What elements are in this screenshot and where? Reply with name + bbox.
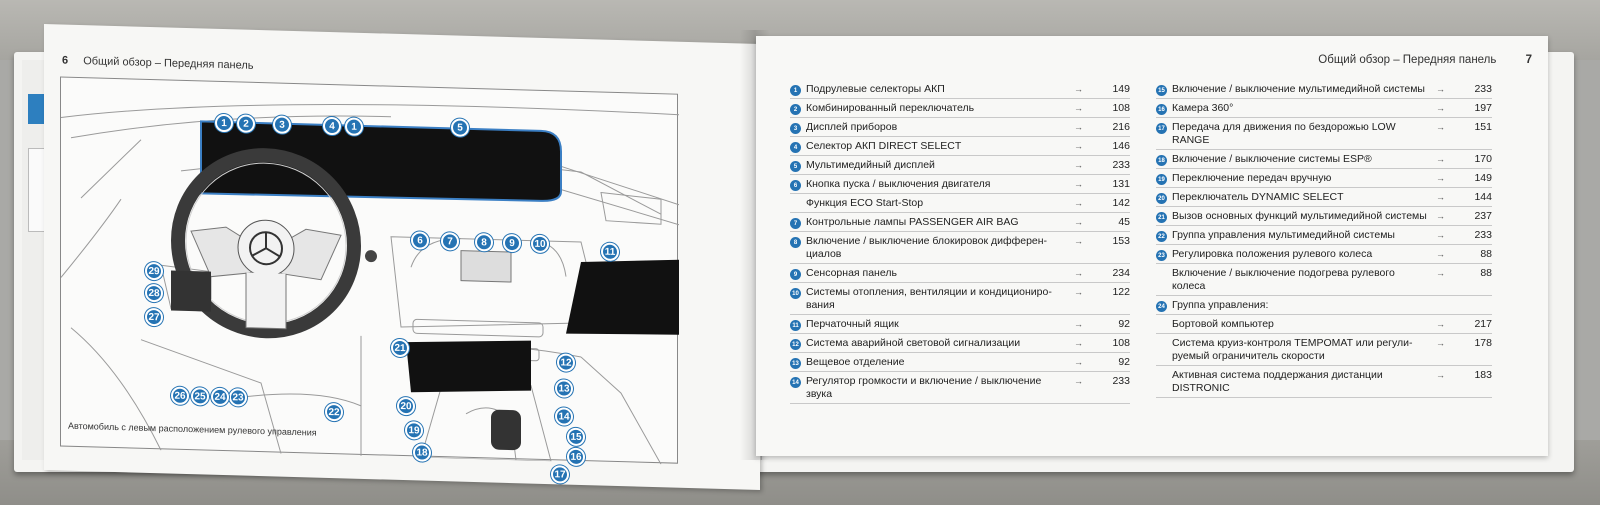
item-label: Селектор АКП DIRECT SELECT: [806, 140, 962, 152]
index-row: [1156, 188, 1492, 207]
index-row: [1156, 226, 1492, 245]
page-ref: 92: [1118, 356, 1130, 368]
item-number-badge: 12: [790, 339, 801, 350]
item-number-badge: [1156, 371, 1167, 382]
item-label: Система аварийной световой сигнализации: [806, 337, 1021, 349]
arrow-icon: →: [1074, 141, 1083, 151]
item-label: Комбинированный переключатель: [806, 102, 975, 114]
arrow-icon: →: [1074, 103, 1083, 113]
item-label: Включение / выключение системы ESP®: [1172, 153, 1372, 165]
page-ref: 233: [1112, 375, 1130, 387]
callout-badge: 1: [345, 117, 363, 136]
callout-badge: 29: [145, 262, 163, 281]
item-label: Вызов основных функций мультимедийной системы: [1172, 210, 1427, 222]
page-ref: 151: [1474, 121, 1492, 133]
item-label: Переключение передач вручную: [1172, 172, 1332, 184]
item-label: Регулировка положения рулевого колеса: [1172, 248, 1373, 260]
index-row: [790, 353, 1130, 372]
item-number-badge: 22: [1156, 231, 1167, 242]
page-ref: 88: [1480, 248, 1492, 260]
arrow-icon: →: [1074, 84, 1083, 94]
page-ref: 217: [1474, 318, 1492, 330]
item-label: Вещевое отделение: [806, 356, 905, 368]
arrow-icon: →: [1436, 192, 1445, 202]
arrow-icon: →: [1074, 198, 1083, 208]
item-label: Камера 360°: [1172, 102, 1234, 114]
index-row: [790, 175, 1130, 194]
arrow-icon: →: [1074, 122, 1083, 132]
arrow-icon: →: [1074, 319, 1083, 329]
index-row: [1156, 150, 1492, 169]
item-number-badge: 9: [790, 269, 801, 280]
arrow-icon: →: [1436, 268, 1445, 278]
item-number-badge: 8: [790, 237, 801, 248]
item-label: Подрулевые селекторы АКП: [806, 83, 945, 95]
arrow-icon: →: [1436, 103, 1445, 113]
callout-badge: 11: [601, 243, 619, 262]
callout-badge: 16: [567, 448, 585, 467]
arrow-icon: →: [1436, 338, 1445, 348]
index-row: [790, 137, 1130, 156]
page-ref: 92: [1118, 318, 1130, 330]
item-label: Активная система поддержания дистанции DISTRONIC: [1172, 369, 1383, 394]
index-row: [790, 232, 1130, 264]
page-ref: 146: [1112, 140, 1130, 152]
item-label: Перчаточный ящик: [806, 318, 899, 330]
index-row: [790, 80, 1130, 99]
page-ref: 108: [1112, 337, 1130, 349]
callout-badge: 2: [237, 114, 255, 133]
page-ref: 233: [1112, 159, 1130, 171]
callout-badge: 4: [323, 117, 341, 136]
item-number-badge: 17: [1156, 123, 1167, 134]
item-label: Системы отопления, вентиляции и кондициониро- вания: [806, 286, 1052, 311]
arrow-icon: →: [1074, 338, 1083, 348]
callout-badge: 24: [211, 388, 229, 407]
callout-badge: 23: [229, 388, 247, 407]
item-label: Функция ECO Start-Stop: [806, 197, 924, 209]
index-row: [790, 315, 1130, 334]
index-row: [1156, 334, 1492, 366]
page-ref: 153: [1112, 235, 1130, 247]
right-page-number: 7: [1525, 54, 1532, 66]
item-label: Система круиз-контроля TEMPOMAT или регули- руемый ограничитель скорости: [1172, 337, 1413, 362]
index-row: [1156, 296, 1492, 315]
callout-badge: 12: [557, 353, 575, 372]
arrow-icon: →: [1436, 370, 1445, 380]
index-column-right: [1156, 80, 1492, 398]
left-page-title: Общий обзор – Передняя панель: [83, 55, 254, 72]
callout-badge: 1: [215, 114, 233, 133]
callout-badge: 9: [503, 234, 521, 253]
arrow-icon: →: [1074, 357, 1083, 367]
item-number-badge: 7: [790, 218, 801, 229]
item-number-badge: 3: [790, 123, 801, 134]
item-number-badge: 21: [1156, 212, 1167, 223]
page-ref: 197: [1474, 102, 1492, 114]
left-page-header: [62, 55, 254, 72]
page-ref: 149: [1112, 83, 1130, 95]
index-row: [790, 118, 1130, 137]
callout-badge: 26: [171, 387, 189, 406]
page-ref: 183: [1474, 369, 1492, 381]
callout-badge: 25: [191, 387, 209, 406]
callout-badge: 20: [397, 397, 415, 416]
item-number-badge: 1: [790, 85, 801, 96]
arrow-icon: →: [1436, 173, 1445, 183]
callout-badge: 22: [325, 403, 343, 422]
page-ref: 170: [1474, 153, 1492, 165]
item-number-badge: [790, 199, 801, 210]
index-row: [1156, 315, 1492, 334]
item-number-badge: 15: [1156, 85, 1167, 96]
callout-badge: 7: [441, 232, 459, 251]
item-label: Бортовой компьютер: [1172, 318, 1274, 330]
page-ref: 178: [1474, 337, 1492, 349]
item-number-badge: 14: [790, 377, 801, 388]
callout-badge: 15: [567, 428, 585, 447]
arrow-icon: →: [1074, 217, 1083, 227]
callout-badge: 14: [555, 407, 573, 426]
item-number-badge: 18: [1156, 155, 1167, 166]
arrow-icon: →: [1436, 84, 1445, 94]
index-row: [1156, 80, 1492, 99]
page-ref: 122: [1112, 286, 1130, 298]
item-label: Мультимедийный дисплей: [806, 159, 935, 171]
index-row: [1156, 366, 1492, 398]
item-label: Группа управления:: [1172, 299, 1269, 311]
item-number-badge: 11: [790, 320, 801, 331]
arrow-icon: →: [1074, 179, 1083, 189]
index-row: [790, 334, 1130, 353]
callout-badge: 8: [475, 233, 493, 252]
item-label: Группа управления мультимедийной системы: [1172, 229, 1395, 241]
callout-badge: 17: [551, 465, 569, 484]
page-ref: 144: [1474, 191, 1492, 203]
arrow-icon: →: [1074, 287, 1083, 297]
index-column-left: [790, 80, 1130, 404]
item-number-badge: 13: [790, 358, 801, 369]
callout-badge: 5: [451, 118, 469, 137]
index-row: [1156, 99, 1492, 118]
page-ref: 131: [1112, 178, 1130, 190]
item-number-badge: 16: [1156, 104, 1167, 115]
index-row: [790, 264, 1130, 283]
index-row: [790, 99, 1130, 118]
callout-badge: 27: [145, 308, 163, 327]
item-number-badge: 6: [790, 180, 801, 191]
right-page-header: [1318, 54, 1532, 66]
item-label: Дисплей приборов: [806, 121, 898, 133]
page-ref: 142: [1112, 197, 1130, 209]
callout-badge: 19: [405, 421, 423, 440]
item-label: Включение / выключение мультимедийной системы: [1172, 83, 1425, 95]
callout-badge: 21: [391, 339, 409, 358]
item-number-badge: 20: [1156, 193, 1167, 204]
item-number-badge: 10: [790, 288, 801, 299]
left-page-number: 6: [62, 54, 69, 67]
arrow-icon: →: [1436, 230, 1445, 240]
index-row: [1156, 207, 1492, 226]
item-number-badge: 19: [1156, 174, 1167, 185]
page-ref: 88: [1480, 267, 1492, 279]
arrow-icon: →: [1436, 211, 1445, 221]
item-label: Включение / выключение подогрева рулевого колеса: [1172, 267, 1395, 292]
arrow-icon: →: [1436, 249, 1445, 259]
index-row: [790, 156, 1130, 175]
arrow-icon: →: [1074, 376, 1083, 386]
index-row: [1156, 169, 1492, 188]
item-label: Переключатель DYNAMIC SELECT: [1172, 191, 1344, 203]
callout-badge: 13: [555, 379, 573, 398]
item-number-badge: 2: [790, 104, 801, 115]
arrow-icon: →: [1074, 268, 1083, 278]
index-row: [790, 213, 1130, 232]
item-label: Контрольные лампы PASSENGER AIR BAG: [806, 216, 1019, 228]
dashboard-illustration: [60, 76, 678, 481]
item-label: Сенсорная панель: [806, 267, 897, 279]
arrow-icon: →: [1436, 122, 1445, 132]
index-row: [1156, 245, 1492, 264]
item-number-badge: 24: [1156, 301, 1167, 312]
page-ref: 216: [1112, 121, 1130, 133]
callout-badge: 28: [145, 284, 163, 303]
page-ref: 45: [1118, 216, 1130, 228]
item-number-badge: 4: [790, 142, 801, 153]
page-ref: 108: [1112, 102, 1130, 114]
callout-badge: 3: [273, 115, 291, 134]
page-ref: 233: [1474, 229, 1492, 241]
callout-badge: 6: [411, 231, 429, 250]
index-row: [1156, 118, 1492, 150]
page-ref: 234: [1112, 267, 1130, 279]
arrow-icon: →: [1436, 154, 1445, 164]
item-number-badge: [1156, 269, 1167, 280]
item-label: Кнопка пуска / выключения двигателя: [806, 178, 991, 190]
right-page: [756, 36, 1548, 456]
item-label: Включение / выключение блокировок дифферен- циалов: [806, 235, 1048, 260]
callout-badge: 18: [413, 443, 431, 462]
page-ref: 149: [1474, 172, 1492, 184]
item-number-badge: 5: [790, 161, 801, 172]
item-label: Передача для движения по бездорожью LOW RANGE: [1172, 121, 1396, 146]
index-row: [790, 194, 1130, 213]
figure-caption: Автомобиль с левым расположением рулевого управления: [68, 420, 317, 438]
page-ref: 237: [1474, 210, 1492, 222]
item-number-badge: 23: [1156, 250, 1167, 261]
callout-badge: 10: [531, 235, 549, 254]
index-row: [1156, 264, 1492, 296]
item-number-badge: [1156, 339, 1167, 350]
right-page-title: Общий обзор – Передняя панель: [1318, 54, 1497, 66]
arrow-icon: →: [1074, 236, 1083, 246]
item-label: Регулятор громкости и включение / выключение звука: [806, 375, 1042, 400]
arrow-icon: →: [1074, 160, 1083, 170]
arrow-icon: →: [1436, 319, 1445, 329]
index-row: [790, 372, 1130, 404]
page-ref: 233: [1474, 83, 1492, 95]
left-page: [44, 24, 760, 490]
item-number-badge: [1156, 320, 1167, 331]
index-row: [790, 283, 1130, 315]
